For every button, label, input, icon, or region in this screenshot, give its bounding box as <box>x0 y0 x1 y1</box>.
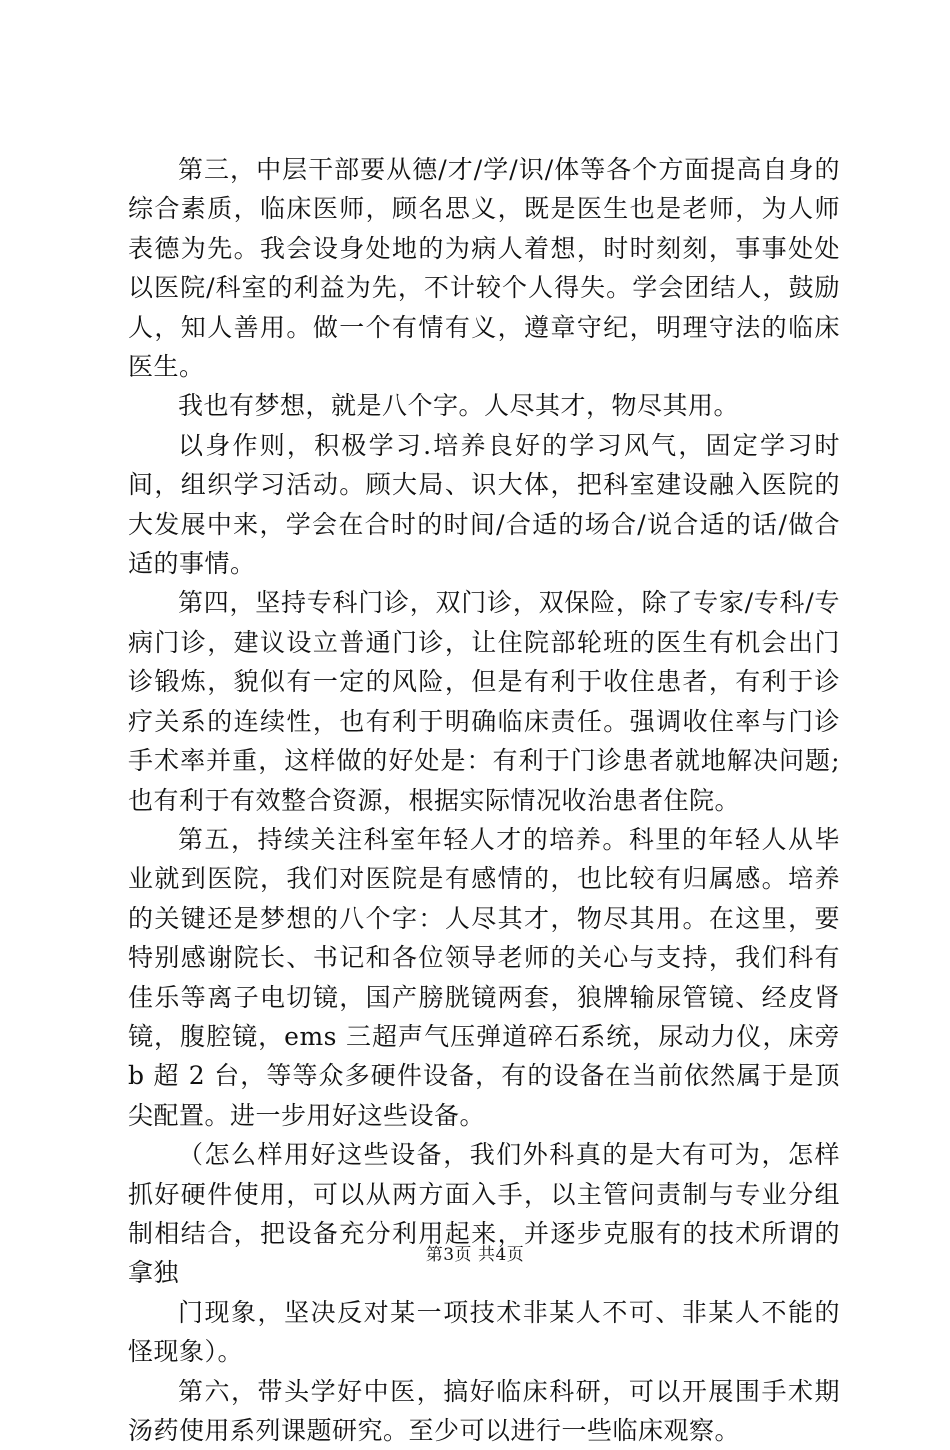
paragraph-third-point: 第三，中层干部要从德/才/学/识/体等各个方面提高自身的综合素质，临床医师，顾名思义，既是医生也是老师，为人师表德为先。我会设身处地的为病人着想，时时刻刻，事事处处以医院/科室的利益为先，不计较个人得失。学会团结人，鼓励人，知人善用。做一个有情有义，遵章守纪，明理守法的临床医生。 <box>128 155 840 382</box>
page-number-footer: 第3页 共4页 <box>425 1245 525 1265</box>
paragraph-sixth-point: 第六，带头学好中医，搞好临床科研，可以开展围手术期汤药使用系列课题研究。至少可以进行一些临床观察。 <box>128 1376 840 1445</box>
paragraph-fourth-point: 第四，坚持专科门诊，双门诊，双保险，除了专家/专科/专病门诊，建议设立普通门诊，让住院部轮班的医生有机会出门诊锻炼，貌似有一定的风险，但是有利于收住患者，有利于诊疗关系的连续性，也有利于明确临床责任。强调收住率与门诊手术率并重，这样做的好处是：有利于门诊患者就地解决问题;也有利于有效整合资源，根据实际情况收治患者住院。 <box>128 588 840 815</box>
paragraph-equipment-note-continued: 门现象，坚决反对某一项技术非某人不可、非某人不能的怪现象）。 <box>128 1297 840 1367</box>
paragraph-fifth-point: 第五，持续关注科室年轻人才的培养。科里的年轻人从毕业就到医院，我们对医院是有感情的，也比较有归属感。培养的关键还是梦想的八个字：人尽其才，物尽其用。在这里，要特别感谢院长、书记和各位领导老师的关心与支持，我们科有佳乐等离子电切镜，国产膀胱镜两套，狼牌输尿管镜、经皮肾镜，腹腔镜，ems 三超声气压弹道碎石系统，尿动力仪，床旁 b 超 2 台，等等众多硬件设备，有的设备在当前依然属于是顶尖配置。进一步用好这些设备。 <box>128 824 840 1130</box>
paragraph-lead-by-example: 以身作则，积极学习.培养良好的学习风气，固定学习时间，组织学习活动。顾大局、识大体，把科室建设融入医院的大发展中来，学会在合时的时间/合适的场合/说合适的话/做合适的事情。 <box>128 430 840 579</box>
paragraph-equipment-note: （怎么样用好这些设备，我们外科真的是大有可为，怎样抓好硬件使用，可以从两方面入手，以主管问责制与专业分组制相结合，把设备充分利用起来，并逐步克服有的技术所谓的拿独 <box>128 1140 840 1288</box>
paragraph-dream: 我也有梦想，就是八个字。人尽其才，物尽其用。 <box>178 391 740 421</box>
